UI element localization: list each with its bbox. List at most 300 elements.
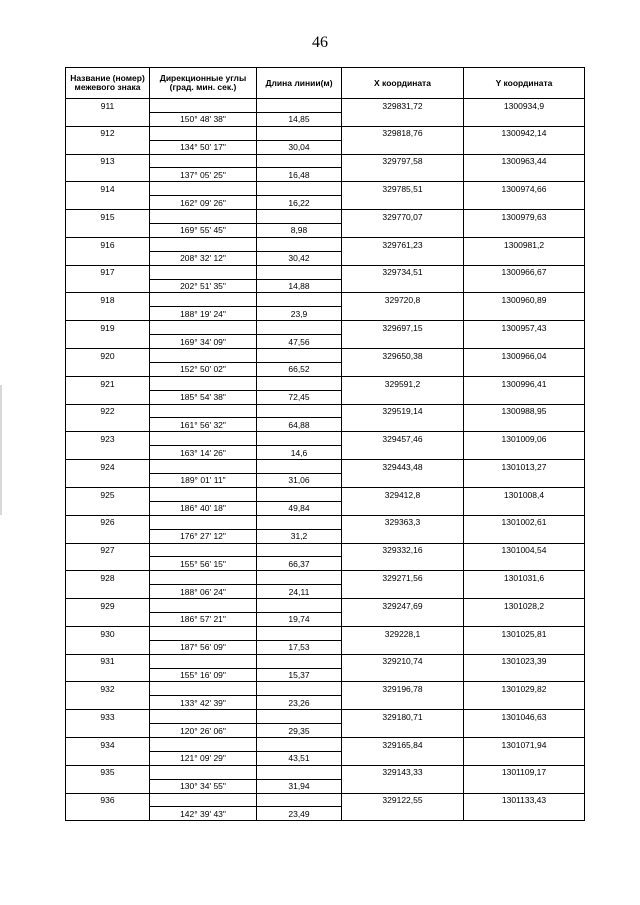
point-x: 329412,8 — [342, 487, 464, 501]
y-cell-empty — [464, 751, 585, 765]
header-y: Y координата — [464, 68, 585, 99]
segment-angle: 134° 50' 17" — [150, 140, 257, 154]
point-x: 329785,51 — [342, 182, 464, 196]
point-y: 1301002,61 — [464, 515, 585, 529]
name-cell-empty — [66, 418, 150, 432]
name-cell-empty — [66, 585, 150, 599]
name-cell-empty — [66, 751, 150, 765]
table-row-segment — [66, 224, 585, 238]
segment-length: 30,04 — [257, 140, 342, 154]
angle-cell-empty — [150, 654, 257, 668]
angle-cell-empty — [150, 710, 257, 724]
angle-cell-empty — [150, 182, 257, 196]
y-cell-empty — [464, 807, 585, 821]
angle-cell-empty — [150, 376, 257, 390]
length-cell-empty — [257, 765, 342, 779]
table-row-segment — [66, 557, 585, 571]
y-cell-empty — [464, 696, 585, 710]
segment-angle: 130° 34' 55" — [150, 779, 257, 793]
point-y: 1300942,14 — [464, 126, 585, 140]
x-cell-empty — [342, 168, 464, 182]
point-x: 329443,48 — [342, 460, 464, 474]
point-name: 914 — [66, 182, 150, 196]
table-row-segment — [66, 362, 585, 376]
length-cell-empty — [257, 237, 342, 251]
table-row-point — [66, 126, 585, 140]
point-name: 930 — [66, 626, 150, 640]
segment-length: 47,56 — [257, 335, 342, 349]
segment-length: 29,35 — [257, 724, 342, 738]
length-cell-empty — [257, 321, 342, 335]
y-cell-empty — [464, 140, 585, 154]
scan-margin-line — [0, 385, 2, 515]
point-y: 1300979,63 — [464, 210, 585, 224]
point-y: 1300974,66 — [464, 182, 585, 196]
table-row-segment — [66, 807, 585, 821]
segment-length: 66,52 — [257, 362, 342, 376]
point-x: 329761,23 — [342, 237, 464, 251]
segment-length: 23,9 — [257, 307, 342, 321]
x-cell-empty — [342, 474, 464, 488]
table-row-segment — [66, 585, 585, 599]
header-length: Длина линии(м) — [257, 68, 342, 99]
table-row-point — [66, 99, 585, 113]
length-cell-empty — [257, 515, 342, 529]
y-cell-empty — [464, 612, 585, 626]
x-cell-empty — [342, 418, 464, 432]
table-row-segment — [66, 390, 585, 404]
point-x: 329720,8 — [342, 293, 464, 307]
length-cell-empty — [257, 793, 342, 807]
point-y: 1301133,43 — [464, 793, 585, 807]
length-cell-empty — [257, 626, 342, 640]
segment-angle: 202° 51' 35" — [150, 279, 257, 293]
point-x: 329650,38 — [342, 349, 464, 363]
segment-angle: 189° 01' 11" — [150, 474, 257, 488]
angle-cell-empty — [150, 626, 257, 640]
table-row-point — [66, 571, 585, 585]
y-cell-empty — [464, 501, 585, 515]
header-angle: Дирекционные углы (град. мин. сек.) — [150, 68, 257, 99]
y-cell-empty — [464, 640, 585, 654]
segment-angle: 121° 09' 29" — [150, 751, 257, 765]
x-cell-empty — [342, 390, 464, 404]
table-row-segment — [66, 196, 585, 210]
segment-length: 66,37 — [257, 557, 342, 571]
x-cell-empty — [342, 196, 464, 210]
point-name: 915 — [66, 210, 150, 224]
length-cell-empty — [257, 210, 342, 224]
segment-angle: 161° 56' 32" — [150, 418, 257, 432]
angle-cell-empty — [150, 793, 257, 807]
table-row-point — [66, 543, 585, 557]
length-cell-empty — [257, 182, 342, 196]
segment-angle: 155° 16' 09" — [150, 668, 257, 682]
point-y: 1301013,27 — [464, 460, 585, 474]
table-row-point — [66, 626, 585, 640]
angle-cell-empty — [150, 571, 257, 585]
point-name: 916 — [66, 237, 150, 251]
y-cell-empty — [464, 307, 585, 321]
name-cell-empty — [66, 307, 150, 321]
segment-angle: 187° 56' 09" — [150, 640, 257, 654]
angle-cell-empty — [150, 237, 257, 251]
table-body — [66, 99, 585, 821]
segment-angle: 150° 48' 38" — [150, 112, 257, 126]
table-row-point — [66, 182, 585, 196]
segment-length: 23,49 — [257, 807, 342, 821]
y-cell-empty — [464, 390, 585, 404]
point-x: 329831,72 — [342, 99, 464, 113]
x-cell-empty — [342, 501, 464, 515]
point-y: 1301025,81 — [464, 626, 585, 640]
y-cell-empty — [464, 196, 585, 210]
angle-cell-empty — [150, 154, 257, 168]
segment-length: 24,11 — [257, 585, 342, 599]
point-name: 936 — [66, 793, 150, 807]
segment-angle: 185° 54' 38" — [150, 390, 257, 404]
header-name: Название (номер) межевого знака — [66, 68, 150, 99]
segment-angle: 188° 06' 24" — [150, 585, 257, 599]
point-name: 932 — [66, 682, 150, 696]
table-row-segment — [66, 112, 585, 126]
name-cell-empty — [66, 779, 150, 793]
table-row-segment — [66, 640, 585, 654]
point-x: 329228,1 — [342, 626, 464, 640]
table-row-point — [66, 599, 585, 613]
table-row-segment — [66, 529, 585, 543]
segment-angle: 142° 39' 43" — [150, 807, 257, 821]
page-number: 46 — [312, 34, 328, 51]
x-cell-empty — [342, 724, 464, 738]
table-row-segment — [66, 612, 585, 626]
point-x: 329797,58 — [342, 154, 464, 168]
table-row-point — [66, 210, 585, 224]
table-row-point — [66, 376, 585, 390]
name-cell-empty — [66, 251, 150, 265]
angle-cell-empty — [150, 487, 257, 501]
segment-length: 64,88 — [257, 418, 342, 432]
y-cell-empty — [464, 168, 585, 182]
table-row-segment — [66, 251, 585, 265]
name-cell-empty — [66, 196, 150, 210]
segment-length: 14,6 — [257, 446, 342, 460]
name-cell-empty — [66, 390, 150, 404]
length-cell-empty — [257, 543, 342, 557]
point-x: 329457,46 — [342, 432, 464, 446]
angle-cell-empty — [150, 543, 257, 557]
point-x: 329196,78 — [342, 682, 464, 696]
x-cell-empty — [342, 696, 464, 710]
length-cell-empty — [257, 654, 342, 668]
length-cell-empty — [257, 460, 342, 474]
segment-length: 14,88 — [257, 279, 342, 293]
name-cell-empty — [66, 362, 150, 376]
point-y: 1301029,82 — [464, 682, 585, 696]
length-cell-empty — [257, 126, 342, 140]
table-row-point — [66, 654, 585, 668]
angle-cell-empty — [150, 515, 257, 529]
point-name: 911 — [66, 99, 150, 113]
x-cell-empty — [342, 529, 464, 543]
table-row-point — [66, 793, 585, 807]
point-y: 1301009,06 — [464, 432, 585, 446]
point-y: 1301109,17 — [464, 765, 585, 779]
angle-cell-empty — [150, 99, 257, 113]
name-cell-empty — [66, 140, 150, 154]
point-name: 922 — [66, 404, 150, 418]
name-cell-empty — [66, 529, 150, 543]
x-cell-empty — [342, 585, 464, 599]
point-y: 1300957,43 — [464, 321, 585, 335]
table-row-segment — [66, 335, 585, 349]
name-cell-empty — [66, 612, 150, 626]
segment-angle: 208° 32' 12" — [150, 251, 257, 265]
point-name: 928 — [66, 571, 150, 585]
name-cell-empty — [66, 446, 150, 460]
point-name: 920 — [66, 349, 150, 363]
x-cell-empty — [342, 279, 464, 293]
length-cell-empty — [257, 99, 342, 113]
table-row-point — [66, 710, 585, 724]
y-cell-empty — [464, 585, 585, 599]
point-name: 919 — [66, 321, 150, 335]
angle-cell-empty — [150, 349, 257, 363]
length-cell-empty — [257, 571, 342, 585]
point-y: 1300934,9 — [464, 99, 585, 113]
segment-length: 31,2 — [257, 529, 342, 543]
name-cell-empty — [66, 807, 150, 821]
segment-length: 19,74 — [257, 612, 342, 626]
segment-angle: 176° 27' 12" — [150, 529, 257, 543]
segment-angle: 152° 50' 02" — [150, 362, 257, 376]
name-cell-empty — [66, 335, 150, 349]
table-row-segment — [66, 446, 585, 460]
angle-cell-empty — [150, 265, 257, 279]
table-row-point — [66, 515, 585, 529]
y-cell-empty — [464, 557, 585, 571]
point-y: 1301004,54 — [464, 543, 585, 557]
segment-length: 43,51 — [257, 751, 342, 765]
point-name: 924 — [66, 460, 150, 474]
angle-cell-empty — [150, 210, 257, 224]
point-x: 329770,07 — [342, 210, 464, 224]
x-cell-empty — [342, 112, 464, 126]
length-cell-empty — [257, 710, 342, 724]
table-row-segment — [66, 501, 585, 515]
segment-angle: 120° 26' 06" — [150, 724, 257, 738]
point-y: 1300988,95 — [464, 404, 585, 418]
table-row-segment — [66, 668, 585, 682]
point-y: 1300981,2 — [464, 237, 585, 251]
header-x: X координата — [342, 68, 464, 99]
point-x: 329180,71 — [342, 710, 464, 724]
table-row-segment — [66, 474, 585, 488]
point-name: 917 — [66, 265, 150, 279]
length-cell-empty — [257, 349, 342, 363]
segment-length: 14,85 — [257, 112, 342, 126]
point-y: 1301028,2 — [464, 599, 585, 613]
point-name: 929 — [66, 599, 150, 613]
point-name: 931 — [66, 654, 150, 668]
table-row-point — [66, 265, 585, 279]
name-cell-empty — [66, 224, 150, 238]
segment-length: 30,42 — [257, 251, 342, 265]
table-row-point — [66, 765, 585, 779]
x-cell-empty — [342, 640, 464, 654]
angle-cell-empty — [150, 404, 257, 418]
segment-length: 31,94 — [257, 779, 342, 793]
point-x: 329122,55 — [342, 793, 464, 807]
point-name: 926 — [66, 515, 150, 529]
segment-length: 31,06 — [257, 474, 342, 488]
point-y: 1300966,67 — [464, 265, 585, 279]
segment-angle: 137° 05' 25" — [150, 168, 257, 182]
y-cell-empty — [464, 779, 585, 793]
segment-length: 15,37 — [257, 668, 342, 682]
length-cell-empty — [257, 376, 342, 390]
table-row-point — [66, 237, 585, 251]
name-cell-empty — [66, 501, 150, 515]
table-row-segment — [66, 279, 585, 293]
point-x: 329271,56 — [342, 571, 464, 585]
point-x: 329697,15 — [342, 321, 464, 335]
y-cell-empty — [464, 668, 585, 682]
x-cell-empty — [342, 307, 464, 321]
table-row-segment — [66, 140, 585, 154]
x-cell-empty — [342, 446, 464, 460]
y-cell-empty — [464, 529, 585, 543]
name-cell-empty — [66, 696, 150, 710]
x-cell-empty — [342, 557, 464, 571]
point-y: 1301008,4 — [464, 487, 585, 501]
name-cell-empty — [66, 557, 150, 571]
segment-angle: 169° 55' 45" — [150, 224, 257, 238]
x-cell-empty — [342, 140, 464, 154]
segment-angle: 162° 09' 26" — [150, 196, 257, 210]
angle-cell-empty — [150, 432, 257, 446]
point-x: 329591,2 — [342, 376, 464, 390]
point-x: 329143,33 — [342, 765, 464, 779]
point-name: 934 — [66, 737, 150, 751]
name-cell-empty — [66, 279, 150, 293]
point-y: 1300996,41 — [464, 376, 585, 390]
table-row-point — [66, 321, 585, 335]
point-y: 1301046,63 — [464, 710, 585, 724]
length-cell-empty — [257, 293, 342, 307]
length-cell-empty — [257, 682, 342, 696]
x-cell-empty — [342, 251, 464, 265]
point-x: 329165,84 — [342, 737, 464, 751]
angle-cell-empty — [150, 460, 257, 474]
y-cell-empty — [464, 446, 585, 460]
point-x: 329363,3 — [342, 515, 464, 529]
point-y: 1300960,89 — [464, 293, 585, 307]
table-row-point — [66, 432, 585, 446]
x-cell-empty — [342, 612, 464, 626]
point-x: 329818,76 — [342, 126, 464, 140]
segment-angle: 188° 19' 24" — [150, 307, 257, 321]
x-cell-empty — [342, 224, 464, 238]
angle-cell-empty — [150, 765, 257, 779]
angle-cell-empty — [150, 321, 257, 335]
point-name: 933 — [66, 710, 150, 724]
table-row-segment — [66, 696, 585, 710]
table-row-segment — [66, 751, 585, 765]
angle-cell-empty — [150, 126, 257, 140]
table-row-point — [66, 404, 585, 418]
length-cell-empty — [257, 265, 342, 279]
table-row-segment — [66, 307, 585, 321]
angle-cell-empty — [150, 682, 257, 696]
y-cell-empty — [464, 251, 585, 265]
point-x: 329332,16 — [342, 543, 464, 557]
segment-length: 17,53 — [257, 640, 342, 654]
point-name: 935 — [66, 765, 150, 779]
segment-angle: 133° 42' 39" — [150, 696, 257, 710]
table-row-point — [66, 487, 585, 501]
segment-angle: 186° 57' 21" — [150, 612, 257, 626]
table-row-segment — [66, 418, 585, 432]
point-x: 329247,69 — [342, 599, 464, 613]
y-cell-empty — [464, 362, 585, 376]
segment-length: 23,26 — [257, 696, 342, 710]
x-cell-empty — [342, 668, 464, 682]
name-cell-empty — [66, 474, 150, 488]
table-header-row — [66, 68, 585, 99]
point-name: 918 — [66, 293, 150, 307]
point-y: 1301071,94 — [464, 737, 585, 751]
table-row-segment — [66, 168, 585, 182]
name-cell-empty — [66, 112, 150, 126]
length-cell-empty — [257, 154, 342, 168]
point-name: 927 — [66, 543, 150, 557]
table-row-point — [66, 349, 585, 363]
table-row-point — [66, 682, 585, 696]
x-cell-empty — [342, 751, 464, 765]
y-cell-empty — [464, 418, 585, 432]
segment-angle: 186° 40' 18" — [150, 501, 257, 515]
segment-angle: 163° 14' 26" — [150, 446, 257, 460]
angle-cell-empty — [150, 737, 257, 751]
segment-length: 72,45 — [257, 390, 342, 404]
coordinates-table — [65, 67, 585, 821]
point-x: 329519,14 — [342, 404, 464, 418]
point-name: 913 — [66, 154, 150, 168]
name-cell-empty — [66, 668, 150, 682]
segment-angle: 169° 34' 09" — [150, 335, 257, 349]
point-x: 329734,51 — [342, 265, 464, 279]
name-cell-empty — [66, 640, 150, 654]
point-name: 912 — [66, 126, 150, 140]
point-y: 1301031,6 — [464, 571, 585, 585]
name-cell-empty — [66, 168, 150, 182]
y-cell-empty — [464, 112, 585, 126]
angle-cell-empty — [150, 293, 257, 307]
y-cell-empty — [464, 474, 585, 488]
x-cell-empty — [342, 335, 464, 349]
x-cell-empty — [342, 779, 464, 793]
length-cell-empty — [257, 404, 342, 418]
point-name: 923 — [66, 432, 150, 446]
segment-length: 16,48 — [257, 168, 342, 182]
length-cell-empty — [257, 737, 342, 751]
segment-length: 49,84 — [257, 501, 342, 515]
point-name: 925 — [66, 487, 150, 501]
table-row-segment — [66, 779, 585, 793]
x-cell-empty — [342, 362, 464, 376]
point-name: 921 — [66, 376, 150, 390]
